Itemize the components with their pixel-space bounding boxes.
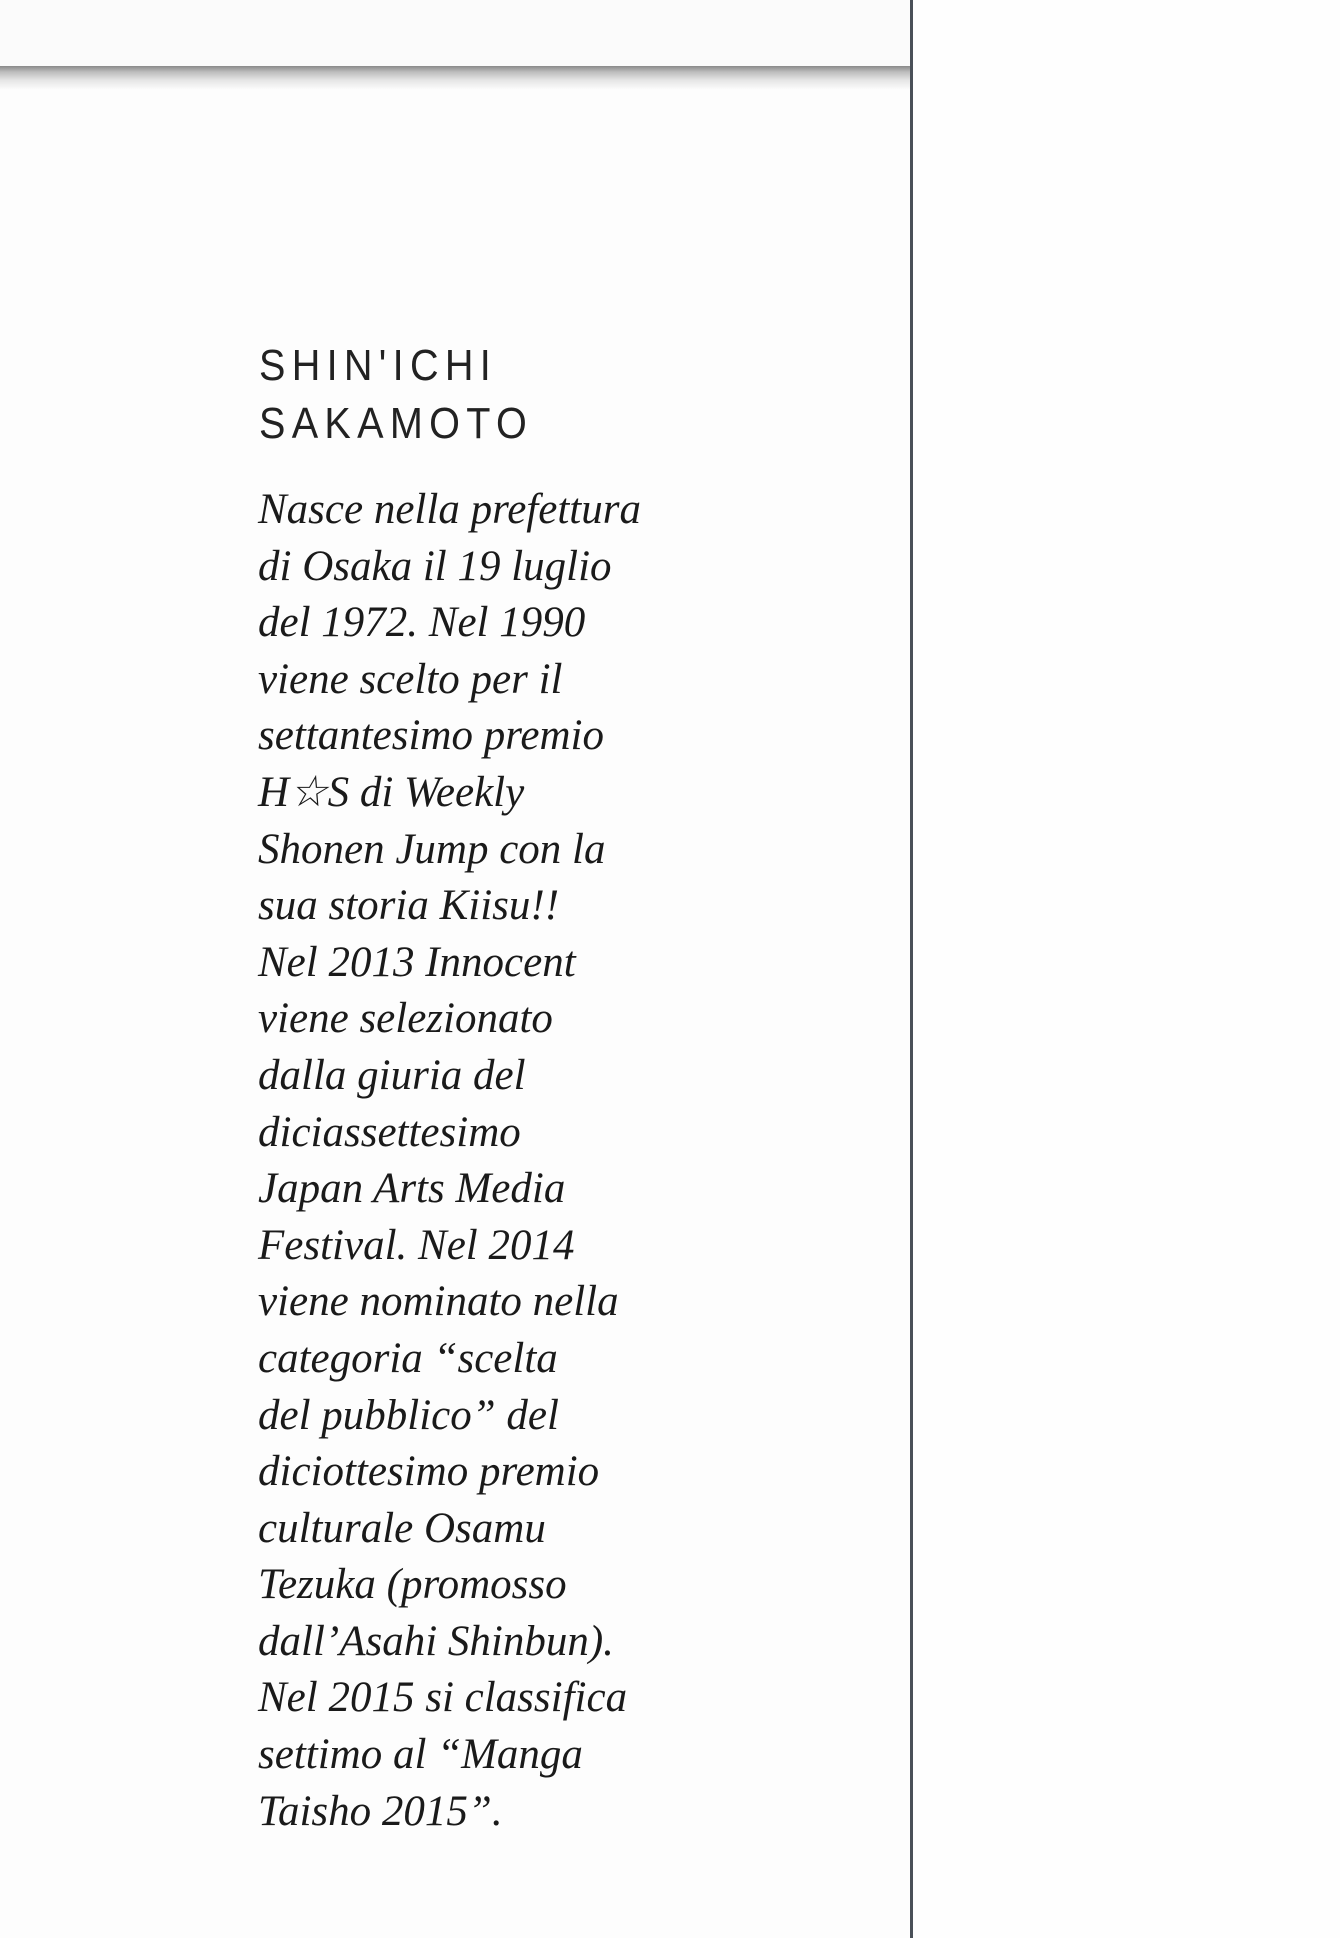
biography-line: categoria “scelta [258,1334,558,1382]
page-fold-shadow [0,66,911,90]
biography-line: settimo al “Manga [258,1731,583,1779]
author-biography [258,482,878,1840]
biography-line: Nel 2013 Innocent [258,938,576,986]
previous-page-edge [0,0,911,70]
biography-line: Nel 2015 si classifica [258,1674,628,1722]
biography-line: Japan Arts Media [258,1165,566,1213]
biography-line: Taisho 2015”. [258,1787,503,1835]
biography-line: dalla giuria del [258,1051,526,1099]
biography-line: viene selezionato [258,995,553,1043]
biography-line: diciottesimo premio [258,1448,600,1496]
facing-page [913,0,1340,1938]
biography-line: sua storia Kiisu!! [258,882,560,930]
biography-line: viene scelto per il [258,655,563,703]
biography-line: Tezuka (promosso [258,1561,567,1609]
author-name [259,337,533,453]
biography-line: Festival. Nel 2014 [258,1221,575,1269]
biography-line: Shonen Jump con la [258,825,606,873]
biography-line: dall’Asahi Shinbun). [258,1617,614,1665]
biography-line: di Osaka il 19 luglio [258,542,612,590]
biography-line: settantesimo premio [258,712,604,760]
biography-line: diciassettesimo [258,1108,521,1156]
author-name-line: SHIN'ICHI [259,341,498,391]
biography-line: del 1972. Nel 1990 [258,599,586,647]
biography-line: del pubblico” del [258,1391,559,1439]
page-gutter-divider [910,0,913,1938]
author-name-line: SAKAMOTO [259,399,534,449]
biography-line: H☆S di Weekly [258,768,525,816]
biography-line: culturale Osamu [258,1504,546,1552]
biography-line: Nasce nella prefettura [258,486,641,533]
biography-line: viene nominato nella [258,1278,619,1326]
